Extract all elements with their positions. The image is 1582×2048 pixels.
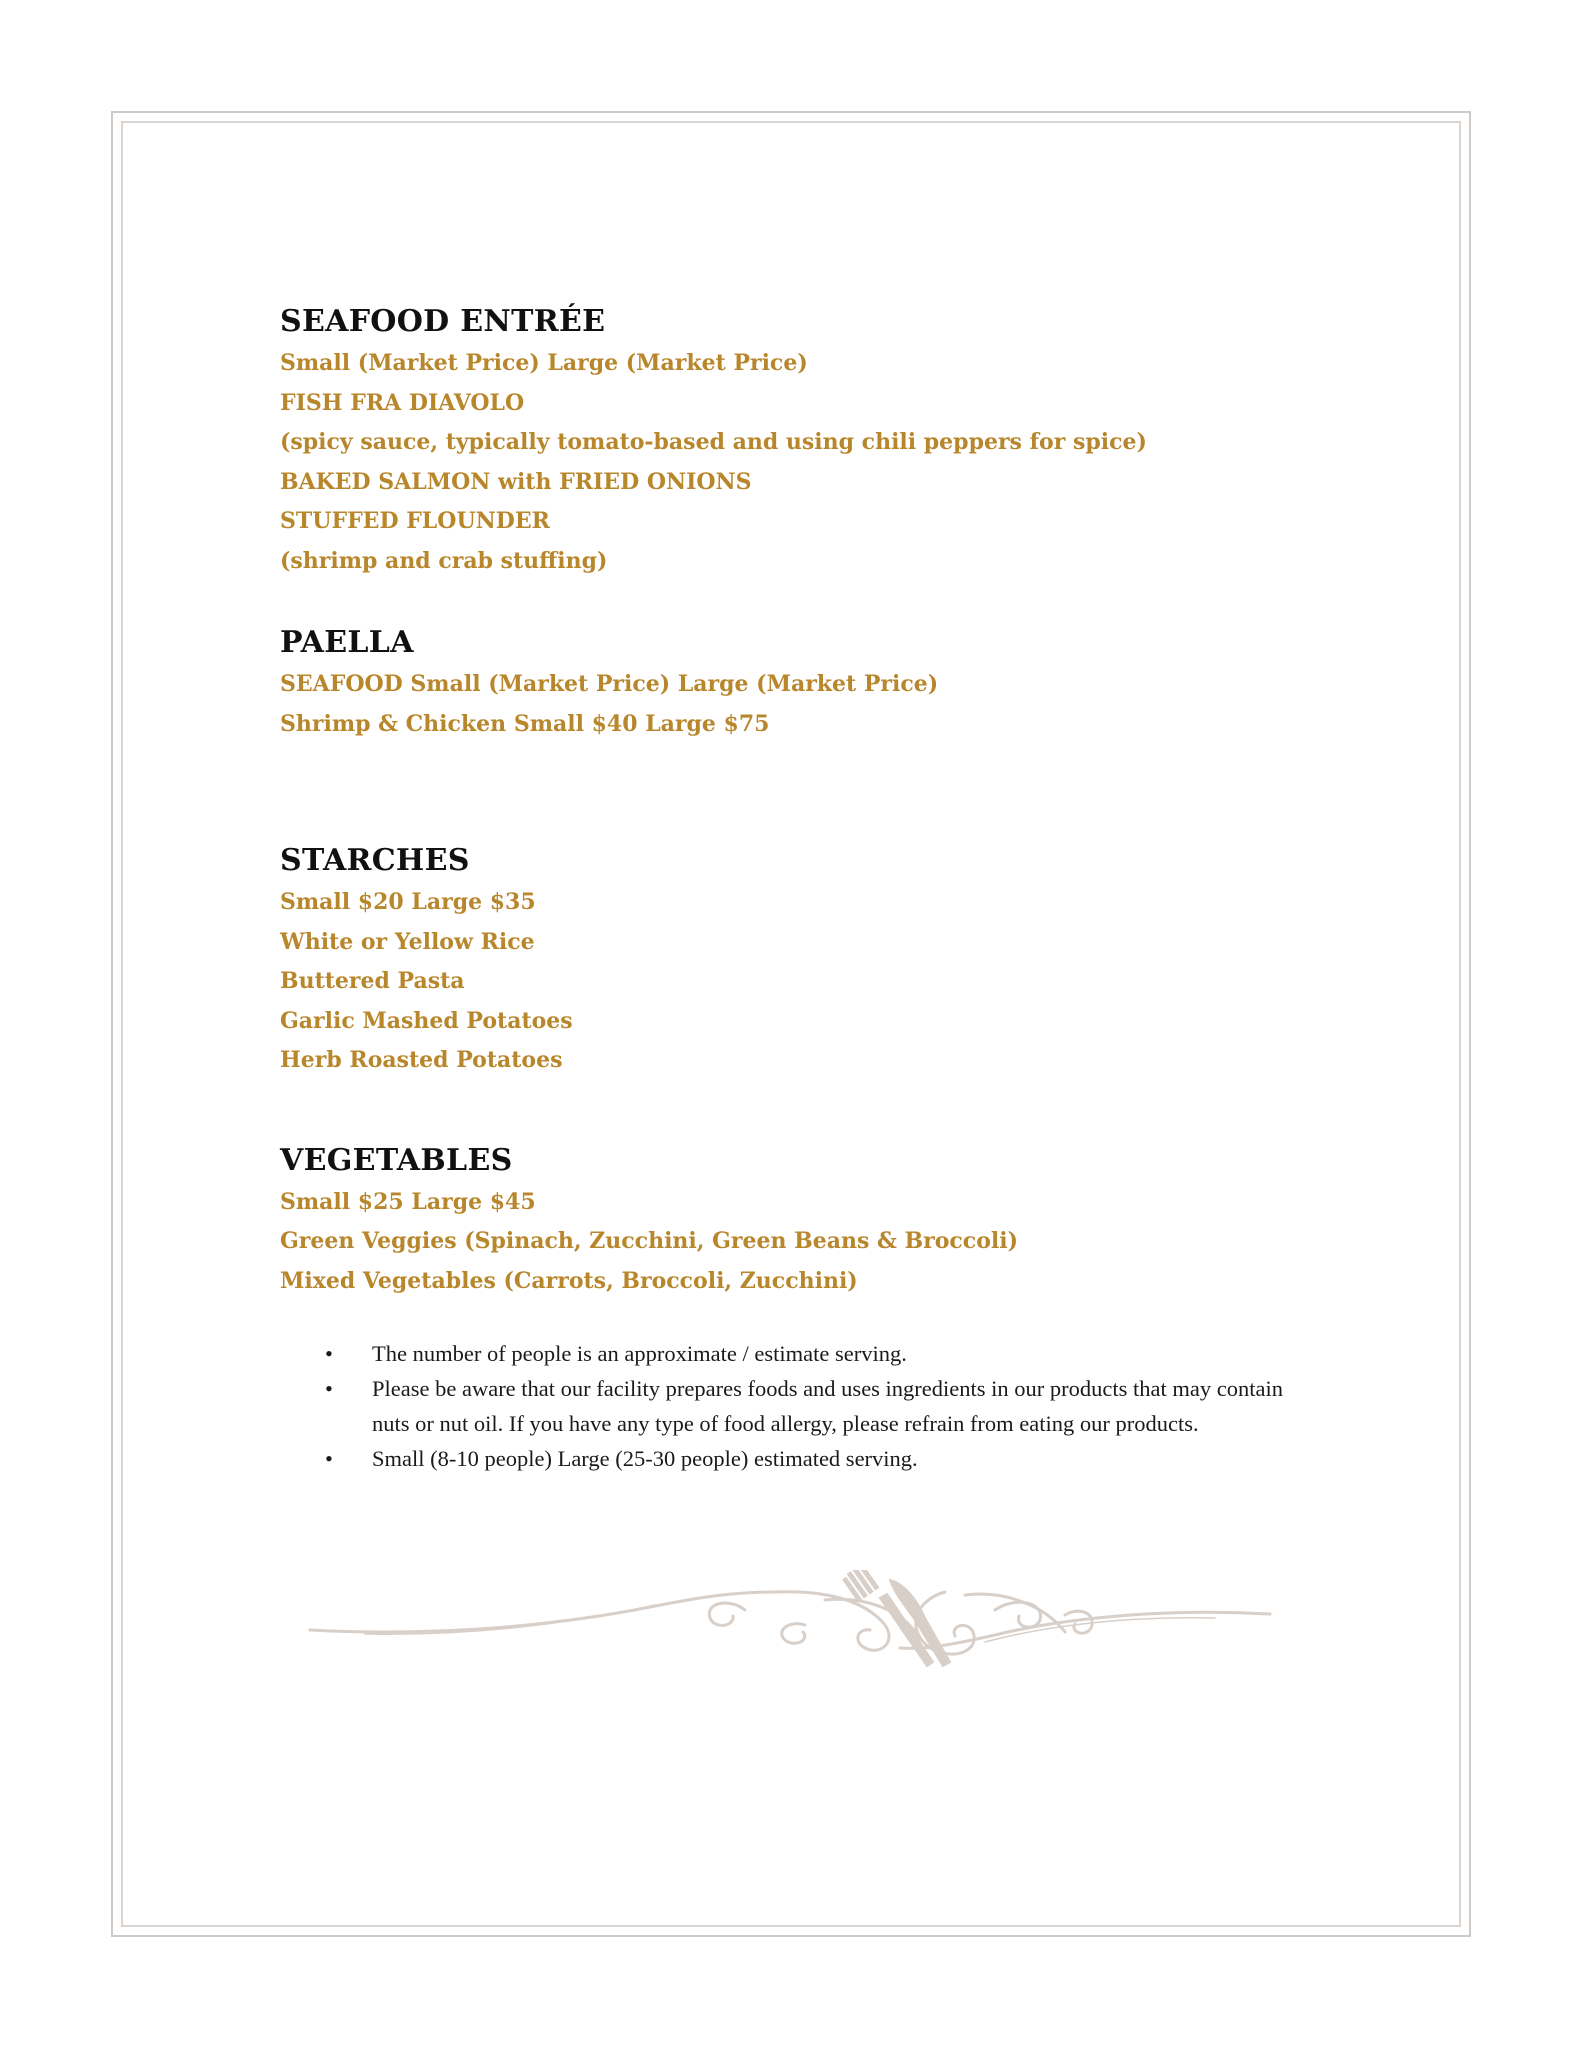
menu-item: Shrimp & Chicken Small $40 Large $75 — [280, 710, 770, 737]
section-title: VEGETABLES — [280, 1142, 513, 1178]
note-text: Please be aware that our facility prepares foods and uses ingredients in our products that may contain nuts or nut oil. If you have any type of food allergy, please refrain from eating our products. — [372, 1376, 1283, 1436]
bullet-icon: • — [325, 1376, 333, 1401]
menu-item: FISH FRA DIAVOLO — [280, 389, 525, 416]
section-seafood-entree — [280, 300, 1380, 581]
note-item — [325, 1441, 1325, 1476]
notes-list — [325, 1336, 1325, 1476]
section-starches — [280, 839, 1380, 1081]
fork-knife-flourish-icon — [305, 1570, 1275, 1680]
menu-item: Green Veggies (Spinach, Zucchini, Green Beans & Broccoli) — [280, 1228, 1018, 1254]
note-text: The number of people is an approximate / estimate serving. — [372, 1341, 907, 1366]
menu-item: Herb Roasted Potatoes — [280, 1047, 563, 1073]
menu-item: SEAFOOD Small (Market Price) Large (Market Price) — [280, 671, 939, 697]
note-item — [325, 1371, 1325, 1441]
menu-item: Small $25 Large $45 — [280, 1188, 536, 1215]
menu-item: Mixed Vegetables (Carrots, Broccoli, Zucchini) — [280, 1267, 858, 1294]
bullet-icon: • — [325, 1446, 333, 1471]
section-title: SEAFOOD ENTRÉE — [280, 304, 606, 339]
note-text: Small (8-10 people) Large (25-30 people) estimated serving. — [372, 1446, 918, 1471]
bullet-icon: • — [325, 1341, 333, 1366]
note-item — [325, 1336, 1325, 1371]
menu-item: White or Yellow Rice — [280, 928, 535, 955]
menu-item: BAKED SALMON with FRIED ONIONS — [280, 468, 752, 495]
menu-item: Small (Market Price) Large (Market Price) — [280, 350, 808, 376]
menu-item: Small $20 Large $35 — [280, 889, 536, 915]
menu-content — [280, 300, 1380, 1301]
menu-item: Garlic Mashed Potatoes — [280, 1007, 573, 1034]
menu-item: STUFFED FLOUNDER — [280, 508, 550, 534]
section-title: PAELLA — [280, 625, 414, 660]
menu-item: (shrimp and crab stuffing) — [280, 547, 608, 574]
section-title: STARCHES — [280, 843, 470, 878]
menu-item: Buttered Pasta — [280, 968, 465, 994]
section-paella — [280, 621, 1380, 744]
menu-item: (spicy sauce, typically tomato-based and using chili peppers for spice) — [280, 429, 1147, 455]
section-vegetables — [280, 1139, 1380, 1302]
